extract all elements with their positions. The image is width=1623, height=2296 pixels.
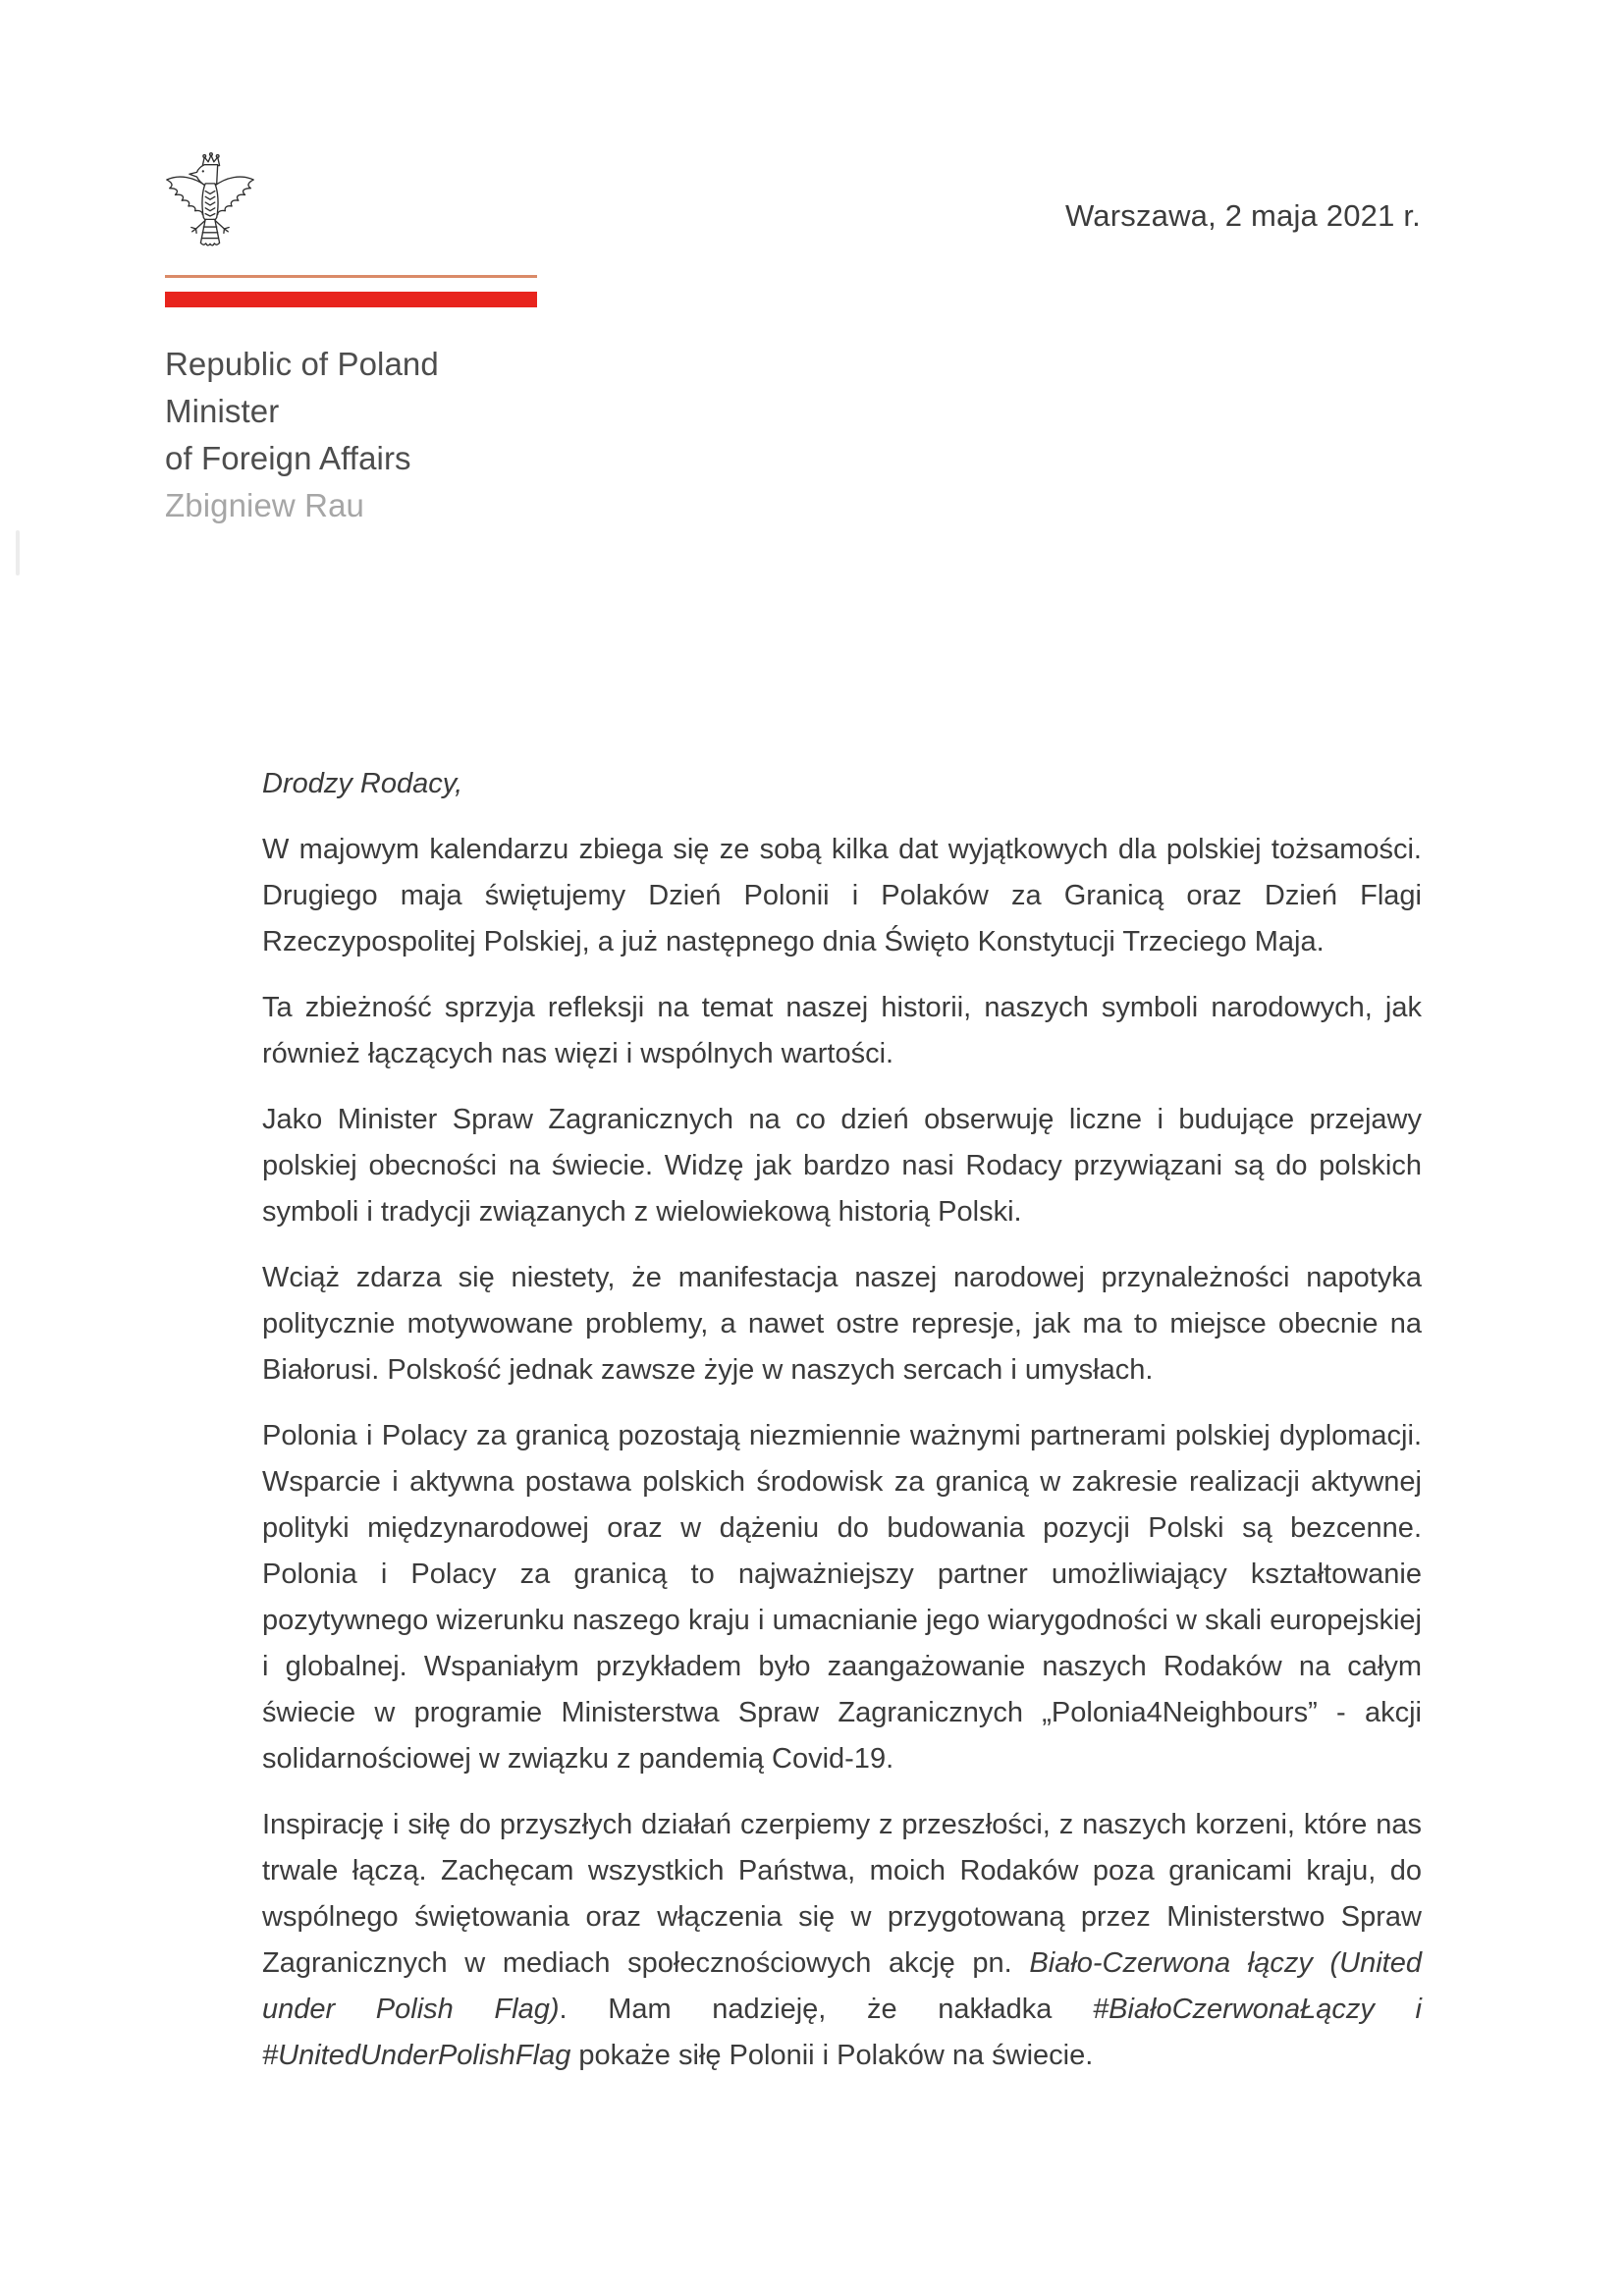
flag-rule-accent-line — [165, 275, 537, 278]
sender-name: Zbigniew Rau — [165, 487, 364, 523]
letter-paragraph — [262, 827, 1422, 965]
text-segment: Wciąż zdarza się niestety, że manifestacja naszej narodowej przynależności napotyka politycznie motywowane problemy, a nawet ostre represje, jak ma to miejsce obecnie na Białorusi. Polskość jednak zawsze żyje w naszych sercach i umysłach. — [262, 1262, 1422, 1386]
sender-role-line2: of Foreign Affairs — [165, 440, 411, 476]
italic-text-segment: Biało-Czerwona łączy (United under Polish Flag) — [262, 1947, 1422, 2025]
letter-paragraph — [262, 1255, 1422, 1394]
sender-block — [165, 341, 439, 529]
text-segment: Ta zbieżność sprzyja refleksji na temat naszej historii, naszych symboli narodowych, jak również łączących nas więzi i wspólnych wartości. — [262, 992, 1422, 1069]
text-segment: pokaże siłę Polonii i Polaków na świecie. — [570, 2040, 1094, 2071]
text-segment: W majowym kalendarzu zbiega się ze sobą kilka dat wyjątkowych dla polskiej tożsamości. Drugiego maja świętujemy Dzień Polonii i Polaków za Granicą oraz Dzień Flagi Rzeczypospolitej Polskiej, a już następnego dnia Święto Konstytucji Trzeciego Maja. — [262, 834, 1422, 957]
letter-paragraph — [262, 1097, 1422, 1235]
coat-of-arms-eagle — [163, 149, 257, 259]
scan-artifact — [16, 530, 20, 575]
salutation: Drodzy Rodacy, — [262, 768, 463, 799]
text-segment: . Mam nadzieję, że nakładka — [559, 1994, 1093, 2025]
letter-paragraphs — [262, 827, 1422, 2079]
text-segment: Jako Minister Spraw Zagranicznych na co dzień obserwuję liczne i budujące przejawy polskiej obecności na świecie. Widzę jak bardzo nasi Rodacy przywiązani są do polskich symboli i tradycji związanych z wielowiekową historią Polski. — [262, 1104, 1422, 1228]
letter-body — [262, 761, 1422, 2099]
date-line: Warszawa, 2 maja 2021 r. — [1064, 198, 1421, 233]
letter-paragraph — [262, 1413, 1422, 1782]
letter-paragraph — [262, 1802, 1422, 2079]
sender-role-line1: Minister — [165, 393, 280, 429]
letter-paragraph — [262, 985, 1422, 1077]
italic-text-segment: #BiałoCzerwonaŁączy i #UnitedUnderPolishFlag — [262, 1994, 1422, 2071]
polish-eagle-icon — [163, 149, 257, 259]
text-segment: Inspirację i siłę do przyszłych działań czerpiemy z przeszłości, z naszych korzeni, które nas trwale łączą. Zachęcam wszystkich Państwa, moich Rodaków poza granicami kraju, do wspólnego świętowania oraz włączenia się w przygotowaną przez Ministerstwo Spraw Zagranicznych w mediach społecznościowych akcję pn. — [262, 1809, 1422, 1979]
sender-country: Republic of Poland — [165, 346, 439, 382]
flag-rule-red-bar — [165, 292, 537, 307]
text-segment: Polonia i Polacy za granicą pozostają niezmiennie ważnymi partnerami polskiej dyplomacji. Wsparcie i aktywna postawa polskich środowisk za granicą w zakresie realizacji aktywnej polityki międzynarodowej oraz w dążeniu do budowania pozycji Polski są bezcenne. Polonia i Polacy za granicą to najważniejszy partner umożliwiający kształtowanie pozytywnego wizerunku naszego kraju i umacnianie jego wiarygodności w skali europejskiej i globalnej. Wspaniałym przykładem było zaangażowanie naszych Rodaków na całym świecie w programie Ministerstwa Spraw Zagranicznych „Polonia4Neighbours” - akcji solidarnościowej w związku z pandemią Covid-19. — [262, 1420, 1422, 1775]
